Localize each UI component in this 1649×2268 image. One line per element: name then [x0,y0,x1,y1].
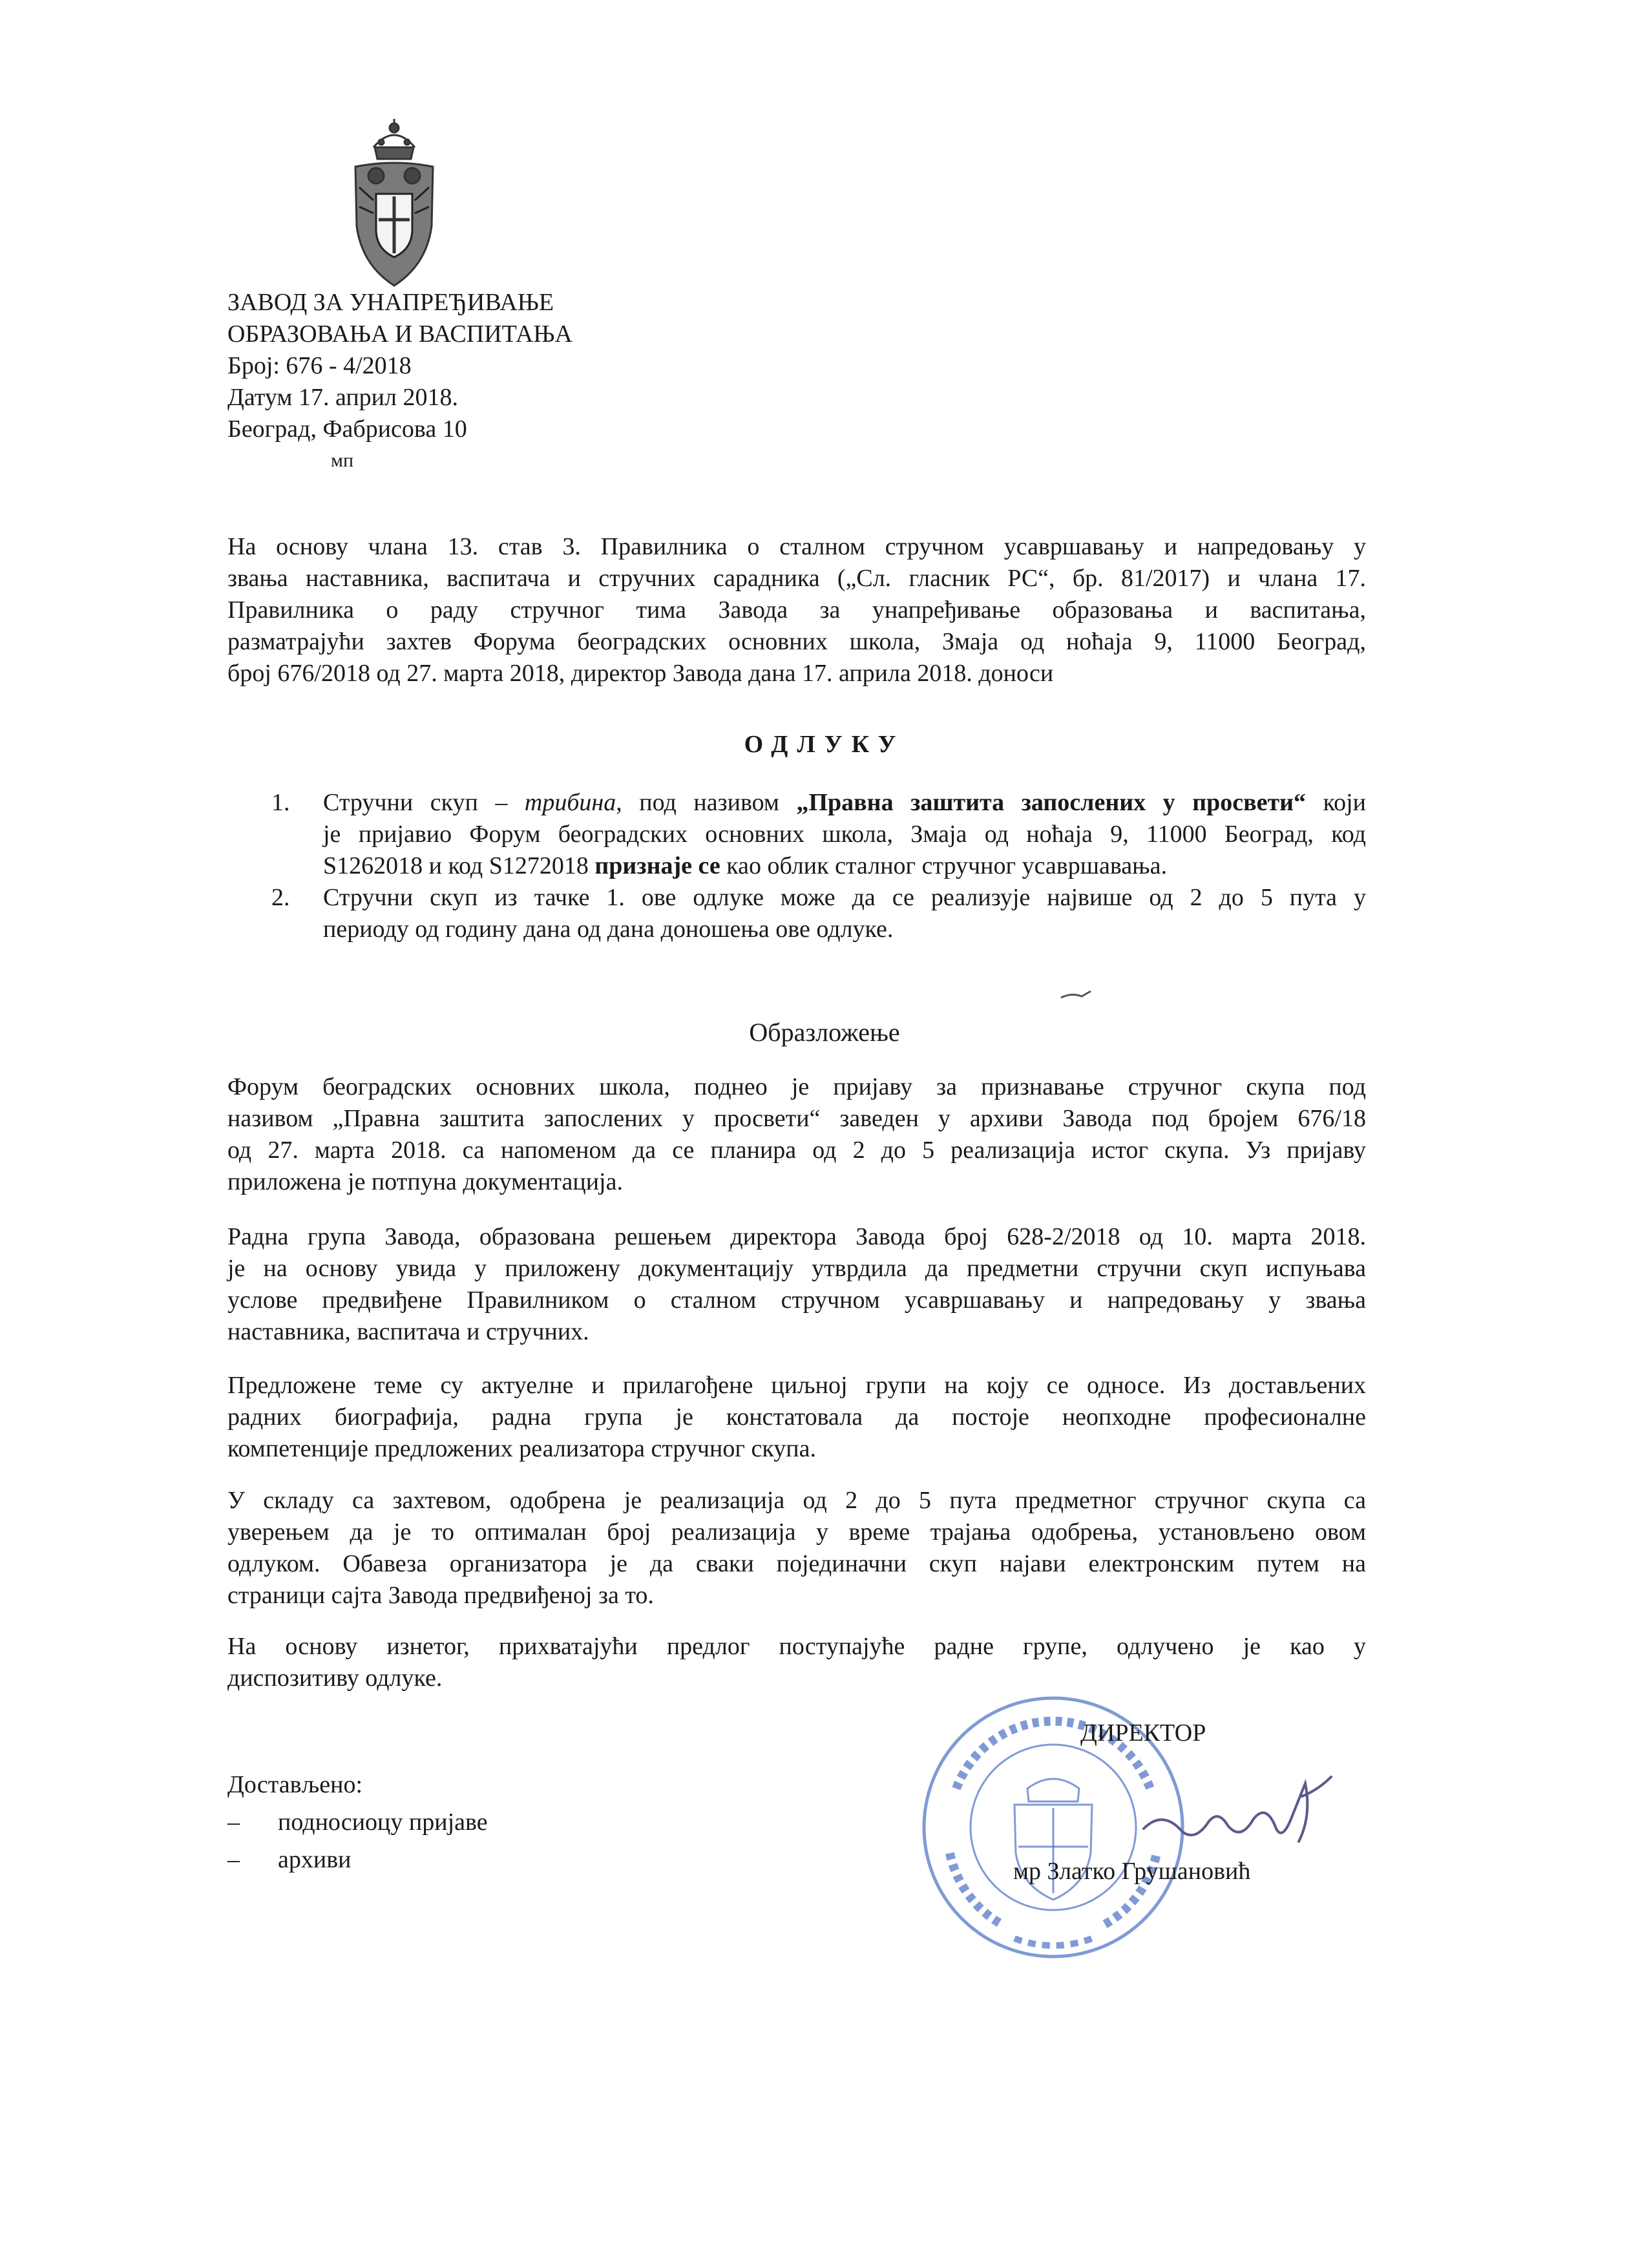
reasoning-line: страници сајта Завода предвиђеној за то. [227,1582,654,1609]
reasoning-line: називом „Правна заштита запослених у просвети“ заведен у архиви Завода под бројем 676/18 [227,1105,1366,1132]
reasoning-paragraph-5 [227,1631,1366,1694]
intro-line: број 676/2018 од 27. марта 2018, директор Завода дана 17. априла 2018. доноси [227,660,1054,687]
reasoning-line: услове предвиђене Правилником о сталном стручном усавршавању и напредовању у звања [227,1286,1366,1314]
document-number: Број: 676 - 4/2018 [227,352,412,379]
text-fragment: , под називом [616,789,797,816]
intro-line: Правилника о раду стручног тима Завода за унапређивање образовања и васпитања, [227,596,1366,624]
list-item-line [323,850,1366,882]
decision-list [271,787,1366,945]
list-number: 1. [271,789,290,816]
list-item-line: Стручни скуп из тачке 1. ове одлуке може да се реализује највише од 2 до 5 пута у [323,884,1366,911]
reasoning-line: наставника, васпитача и стручних. [227,1318,589,1345]
scan-mark-icon [1058,987,1097,1003]
delivery-item-text: подносиоцу пријаве [278,1809,488,1836]
delivery-item [227,1807,488,1838]
reasoning-paragraph-1 [227,1071,1366,1198]
institution-address: Београд, Фабрисова 10 [227,415,467,443]
decision-title: ОДЛУКУ [744,731,905,758]
reasoning-line: приложена је потпуна документација. [227,1168,623,1195]
reasoning-line: је на основу увида у приложену документацију утврдила да предметни стручни скуп испуњава [227,1255,1366,1282]
signature-role: ДИРЕКТОР [1080,1719,1206,1747]
list-item-line: периоду од годину дана од дана доношења ове одлуке. [323,916,894,943]
list-item-line: је пријавио Форум београдских основних школа, Змаја од ноћаја 9, 11000 Београд, код [323,821,1366,848]
institution-name-line-2: ОБРАЗОВАЊА И ВАСПИТАЊА [227,320,573,348]
intro-paragraph [227,531,1366,689]
bullet-dash: – [227,1846,240,1873]
reasoning-line: уверењем да је то оптималан број реализација у време трајања одобрења, установљено овом [227,1518,1366,1546]
list-item-line [323,787,1366,819]
reasoning-line: од 27. марта 2018. са напоменом да се планира од 2 до 5 реализација истог скупа. Уз пријаву [227,1137,1366,1164]
reasoning-line: радних биографија, радна група је констатовала да постоје неопходне професионалне [227,1403,1366,1431]
list-number: 2. [271,884,290,911]
reasoning-line: На основу изнетог, прихватајући предлог поступајуће радне групе, одлучено је као у [227,1633,1366,1660]
event-title: „Правна заштита запослених у просвети“ [796,789,1307,816]
bold-text: признаје се [594,852,720,879]
serbian-coat-of-arms-icon [336,116,452,291]
reasoning-line: Радна група Завода, образована решењем директора Завода број 628-2/2018 од 10. марта 2018. [227,1223,1366,1250]
reasoning-title: Образложење [749,1018,900,1047]
decision-item-2 [271,882,1366,945]
reasoning-line: Предложене теме су актуелне и прилагођене циљној групи на коју се односе. Из достављених [227,1372,1366,1399]
document-date: Датум 17. април 2018. [227,384,458,411]
delivery-item-text: архиви [278,1846,352,1873]
italic-text: трибина [524,789,616,816]
reasoning-paragraph-3 [227,1370,1366,1465]
delivery-label: Достављено: [227,1771,362,1798]
intro-line: На основу члана 13. став 3. Правилника о сталном стручном усавршавању и напредовању у [227,533,1366,560]
reasoning-line: одлуком. Обавеза организатора је да сваки појединачни скуп најави електронским путем на [227,1550,1366,1577]
signature-name: мр Златко Грушановић [1013,1858,1251,1885]
reasoning-line: Форум београдских основних школа, поднео је пријаву за признавање стручног скупа под [227,1073,1366,1100]
reasoning-line: У складу са захтевом, одобрена је реализација од 2 до 5 пута предметног стручног скупа са [227,1487,1366,1514]
text-fragment: Стручни скуп – [323,789,525,816]
reasoning-paragraph-2 [227,1221,1366,1348]
text-fragment: који [1306,789,1366,816]
reasoning-line: компетенције предложених реализатора стручног скупа. [227,1435,816,1462]
bullet-dash: – [227,1809,240,1836]
reasoning-line: диспозитиву одлуке. [227,1664,443,1692]
intro-line: звања наставника, васпитача и стручних сарадника („Сл. гласник РС“, бр. 81/2017) и члана 17. [227,565,1366,592]
signature-scribble-icon [1137,1770,1344,1861]
reasoning-paragraph-4 [227,1485,1366,1612]
decision-item-1 [271,787,1366,882]
text-fragment: S1262018 и код S1272018 [323,852,595,879]
intro-line: разматрајући захтев Форума београдских основних школа, Змаја од ноћаја 9, 11000 Београд, [227,628,1366,655]
stamp-mark-label: мп [331,450,354,471]
text-fragment: као облик сталног стручног усавршавања. [720,852,1167,879]
delivery-item [227,1844,351,1876]
institution-name-line-1: ЗАВОД ЗА УНАПРЕЂИВАЊЕ [227,289,554,316]
